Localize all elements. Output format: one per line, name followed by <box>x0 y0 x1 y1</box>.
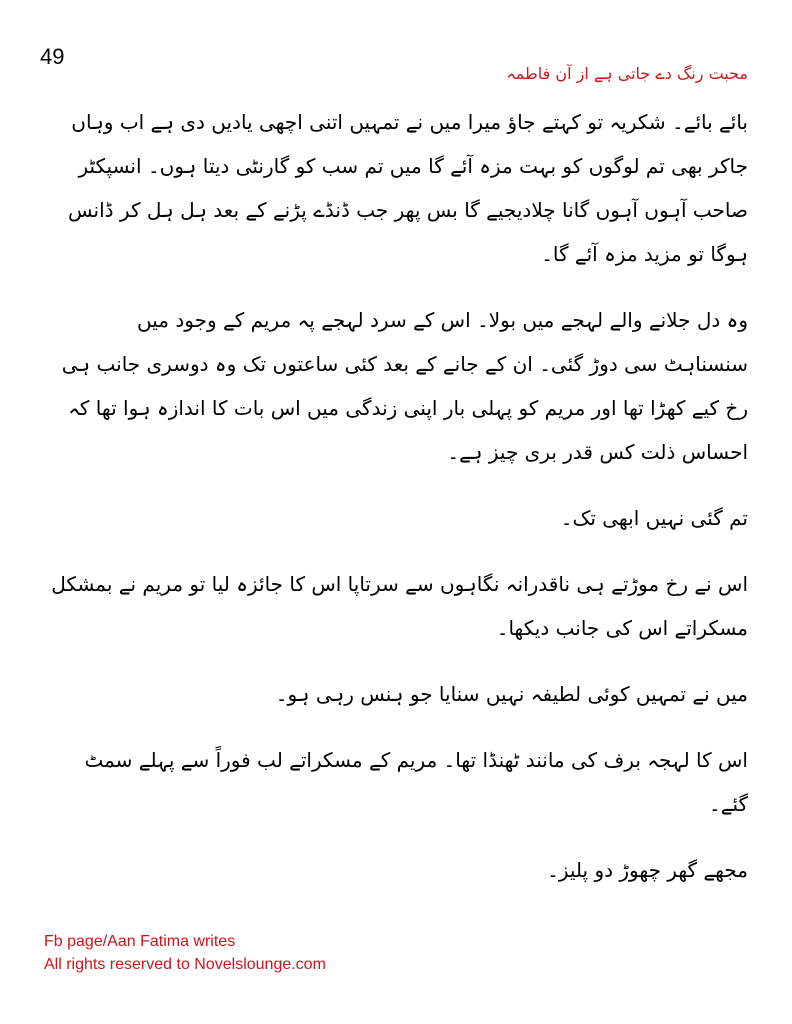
page-number: 49 <box>40 44 65 69</box>
paragraph-6: اس کا لہجہ برف کی مانند ٹھنڈا تھا۔ مریم کے مسکراتے لب فوراً سے پہلے سمٹ گئے۔ <box>84 748 748 816</box>
footer-rights: All rights reserved to Novelslounge.com <box>44 956 326 973</box>
paragraph-2: وہ دل جلانے والے لہجے میں بولا۔ اس کے سرد لہجے پہ مریم کے وجود میں سنسناہٹ سی دوڑ گئی۔ ان کے جانے کے بعد کئی ساعتوں تک وہ دوسری جانب ہی رخ کیے کھڑا تھا اور مریم کو پہلی بار اپنی زندگی میں اس بات کا اندازہ ہوا تھا کہ احساس ذلت کس قدر بری چیز ہے۔ <box>61 308 748 464</box>
body-text <box>48 100 748 914</box>
paragraph-7: مجھے گھر چھوڑ دو پلیز۔ <box>547 858 748 882</box>
footer-credits <box>44 930 326 976</box>
running-header-title: محبت رنگ دے جاتی ہے از آن فاطمہ <box>506 64 748 83</box>
footer-fb-page: Fb page/Aan Fatima writes <box>44 933 236 950</box>
paragraph-4: اس نے رخ موڑتے ہی ناقدرانہ نگاہوں سے سرتاپا اس کا جائزہ لیا تو مریم نے بمشکل مسکراتے اس کی جانب دیکھا۔ <box>51 572 748 640</box>
paragraph-1: بائے بائے۔ شکریہ تو کہتے جاؤ میرا میں نے تمہیں اتنی اچھی یادیں دی ہے اب وہاں جاکر بھی تم لوگوں کو بہت مزہ آئے گا میں تم سب کو گارنٹی دیتا ہوں۔ انسپکٹر صاحب آہوں آہوں گانا چلادیجیے گا بس پھر جب ڈنڈے پڑنے کے بعد ہل ہل کر ڈانس ہوگا تو مزید مزہ آئے گا۔ <box>68 110 748 266</box>
paragraph-3: تم گئی نہیں ابھی تک۔ <box>560 506 748 530</box>
paragraph-5: میں نے تمہیں کوئی لطیفہ نہیں سنایا جو ہنس رہی ہو۔ <box>275 682 748 706</box>
